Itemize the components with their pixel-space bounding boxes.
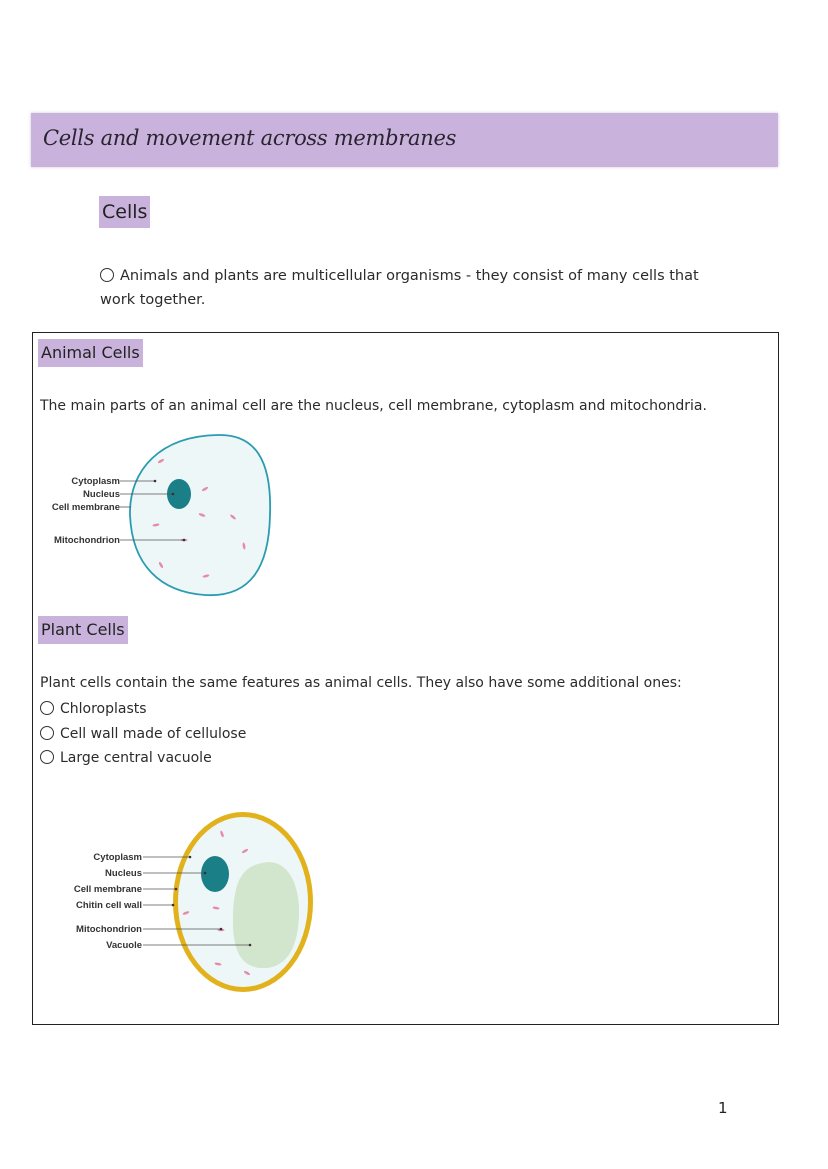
animal-cell-diagram [40, 430, 290, 602]
page-title: Cells and movement across membranes [43, 126, 457, 150]
plant-label-chitin-cell-wall: Chitin cell wall [76, 900, 142, 911]
animal-cells-heading: Animal Cells [38, 339, 143, 367]
plant-cell-diagram [50, 805, 330, 1000]
plant-label-mitochondrion: Mitochondrion [76, 924, 142, 935]
intro-paragraph [100, 264, 720, 312]
cells-heading: Cells [99, 196, 150, 228]
animal-label-nucleus: Nucleus [83, 489, 120, 500]
plant-cells-description: Plant cells contain the same features as animal cells. They also have some additional ones: [40, 675, 682, 691]
page-number: 1 [718, 1099, 728, 1117]
list-item: Chloroplasts [40, 697, 246, 722]
animal-label-cell-membrane: Cell membrane [51, 502, 120, 513]
animal-label-mitochondrion: Mitochondrion [54, 535, 120, 546]
bullet-circle-icon [100, 268, 114, 282]
plant-features-list [40, 697, 246, 771]
bullet-circle-icon [40, 726, 54, 740]
title-banner [31, 113, 778, 167]
plant-label-nucleus: Nucleus [105, 868, 142, 879]
list-item: Cell wall made of cellulose [40, 722, 246, 747]
plant-cells-heading: Plant Cells [38, 616, 128, 644]
animal-cells-description: The main parts of an animal cell are the nucleus, cell membrane, cytoplasm and mitochondria. [40, 398, 707, 414]
intro-text: Animals and plants are multicellular organisms - they consist of many cells that work together. [100, 268, 699, 308]
bullet-circle-icon [40, 701, 54, 715]
plant-label-cytoplasm: Cytoplasm [93, 852, 142, 863]
bullet-circle-icon [40, 750, 54, 764]
plant-vacuole [233, 862, 299, 968]
list-item: Large central vacuole [40, 746, 246, 771]
animal-label-cytoplasm: Cytoplasm [71, 476, 120, 487]
plant-label-cell-membrane: Cell membrane [73, 884, 142, 895]
plant-label-vacuole: Vacuole [106, 940, 142, 951]
